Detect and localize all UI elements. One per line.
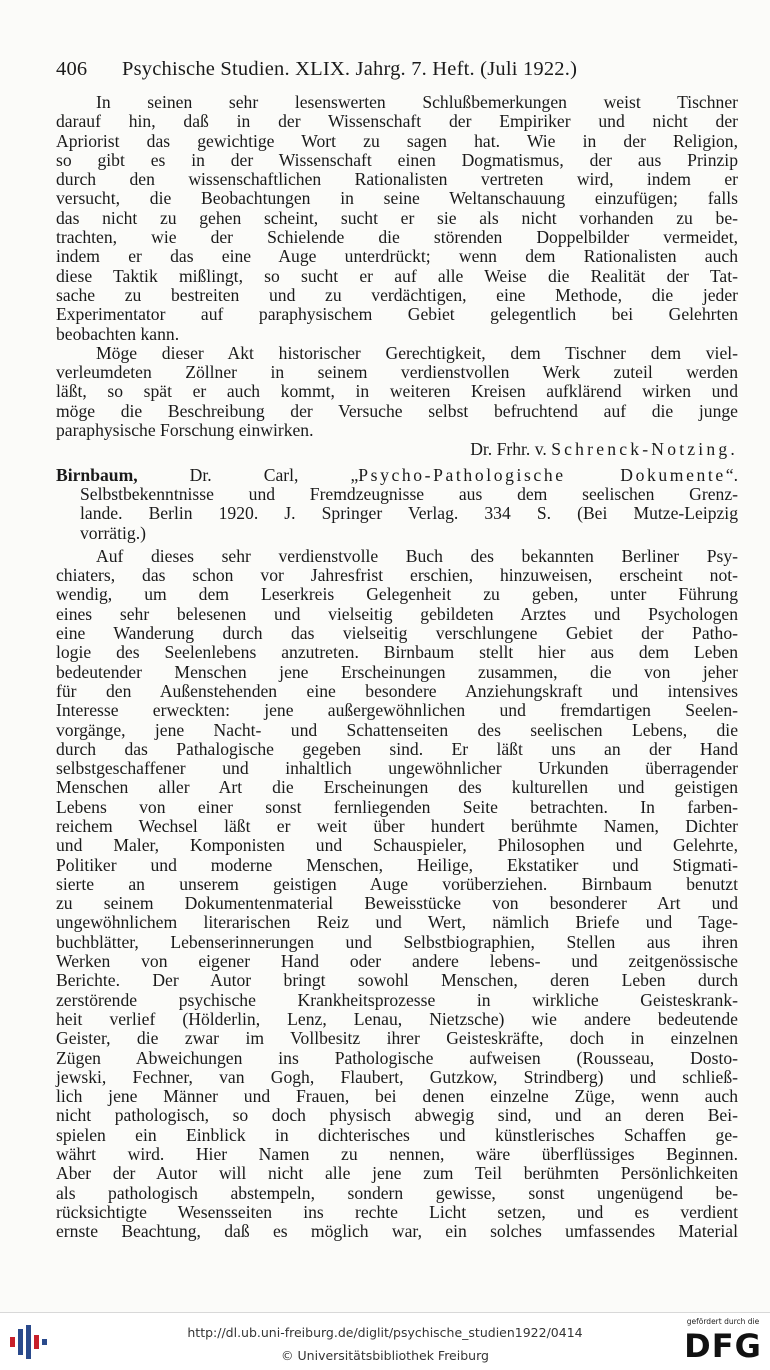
text-line: spielen ein Einblick in dichterisches und künstlerisches Schaffen ge- xyxy=(56,1124,738,1145)
text-line: Politiker und moderne Menschen, Heilige, Ekstatiker und Stigmati- xyxy=(56,854,738,875)
text-line: Möge dieser Akt historischer Gerechtigkeit, dem Tischner dem viel- xyxy=(96,342,738,363)
permalink-url[interactable]: http://dl.ub.uni-freiburg.de/diglit/psychische_studien1922/0414 xyxy=(187,1325,583,1340)
text-line: und Maler, Komponisten und Schauspieler, Philosophen und Gelehrte, xyxy=(56,835,738,856)
text-line: das nicht zu gehen scheint, sucht er sie als nicht vorhanden zu be- xyxy=(56,207,738,228)
text-line: sierte an unserem geistigen Auge vorüberziehen. Birnbaum benutzt xyxy=(56,873,738,894)
text-line: so gibt es in der Wissenschaft einen Dogmatismus, der aus Prinzip xyxy=(56,149,738,170)
text-line: chiaters, das schon vor Jahresfrist erschien, hinzuweisen, erscheint not- xyxy=(56,565,738,586)
text-line: trachten, wie der Schielende die störenden Doppelbilder vermeidet, xyxy=(56,227,738,248)
text-line: lande. Berlin 1920. J. Springer Verlag. 334 S. (Bei Mutze-Leipzig xyxy=(80,503,738,524)
text-line: paraphysische Forschung einwirken. xyxy=(56,420,314,441)
text-line: selbstgeschaffener und inhaltlich ungewöhnlicher Urkunden überragender xyxy=(56,758,738,779)
text-line: ernste Beachtung, daß es möglich war, ein solches umfassendes Material xyxy=(56,1221,738,1242)
text-line: beobachten kann. xyxy=(56,323,180,344)
text-line: für den Außenstehenden eine besondere Anziehungskraft und intensives xyxy=(56,680,738,701)
text-line: rücksichtigte Wesensseiten ins rechte Licht setzen, und es verdient xyxy=(56,1201,738,1222)
text-line: Geister, die zwar im Vollbesitz ihrer Geisteskräfte, doch in einzelnen xyxy=(56,1028,738,1049)
text-line: läßt, so spät er auch kommt, in weiteren Kreisen aufklärend wirken und xyxy=(56,381,738,402)
text-line: heit verlief (Hölderlin, Lenz, Lenau, Nietzsche) wie andere bedeutende xyxy=(56,1008,738,1029)
text-line: zerstörende psychische Krankheitsprozesse in wirkliche Geisteskrank- xyxy=(56,989,738,1010)
text-line: Berichte. Der Autor bringt sowohl Menschen, deren Leben durch xyxy=(56,970,738,991)
text-line: indem er das eine Auge unterdrückt; wenn dem Rationalisten auch xyxy=(56,246,738,267)
library-footer xyxy=(0,1312,770,1370)
text-line: versucht, die Beobachtungen in seine Weltanschauung einzufügen; falls xyxy=(56,188,738,209)
paragraph-tischner-conclusions xyxy=(56,93,738,344)
signature-name: Schrenck-Notzing. xyxy=(551,439,738,460)
review-book-title: Psycho-Pathologische Dokumente xyxy=(358,464,726,485)
text-line: reichem Wechsel läßt er weit über hundert berühmte Namen, Dichter xyxy=(56,815,738,836)
paragraph-zoellner-justice xyxy=(56,344,738,440)
running-header xyxy=(56,56,736,82)
text-line: bedeutender Menschen jene Erscheinungen zusammen, die von jeher xyxy=(56,661,738,682)
text-line: vorgänge, jene Nacht- und Schattenseiten des seelischen Lebens, die xyxy=(56,719,738,740)
review-heading-details xyxy=(56,485,738,543)
text-line: durch das Pathalogische gegeben sind. Er läßt uns an der Hand xyxy=(56,738,738,759)
text-line: logie des Seelenlebens anzutreten. Birnbaum stellt hier aus dem Leben xyxy=(56,642,738,663)
signature xyxy=(56,440,738,459)
text-line: eines sehr belesenen und vielseitig gebildeten Arztes und Psychologen xyxy=(56,603,738,624)
review-title-end: “. xyxy=(725,464,738,485)
text-line: Apriorist das gewichtige Wort zu sagen hat. Wie in der Religion, xyxy=(56,130,738,151)
text-line: Lebens von einer sonst fernliegenden Seite betrachten. In farben- xyxy=(56,796,738,817)
text-line: sache zu bestreiten und zu verdächtigen, eine Methode, die jeder xyxy=(56,284,738,305)
text-line: als pathologisch abstempeln, sondern gewisse, sonst ungenügend be- xyxy=(56,1182,738,1203)
text-line: jewski, Fechner, van Gogh, Flaubert, Gutzkow, Strindberg) und schließ- xyxy=(56,1066,738,1087)
text-line: Auf dieses sehr verdienstvolle Buch des bekannten Berliner Psy- xyxy=(96,545,738,566)
text-line: möge die Beschreibung der Versuche selbst befruchtend auf die junge xyxy=(56,400,738,421)
text-line: verleumdeten Zöllner in seinem verdienstvollen Werk zuteil werden xyxy=(56,362,738,383)
signature-prefix: Dr. Frhr. v. xyxy=(470,439,552,460)
text-line: Werken von eigener Hand oder andere lebens- und zeitgenössische xyxy=(56,951,738,972)
review-heading-first-line xyxy=(56,466,738,485)
text-line: wendig, um dem Leserkreis Gelegenheit zu geben, unter Führung xyxy=(56,584,738,605)
text-line: Zügen Abweichungen ins Pathologische aufweisen (Rousseau, Dosto- xyxy=(56,1047,738,1068)
text-line: zu seinem Dokumentenmaterial Beweisstücke von besonderer Art und xyxy=(56,893,738,914)
text-line: vorrätig.) xyxy=(80,522,146,543)
text-line: diese Taktik mißlingt, so sucht er auf alle Weise die Realität der Tat- xyxy=(56,265,738,286)
text-line: Selbstbekenntnisse und Fremdzeugnisse aus dem seelischen Grenz- xyxy=(80,483,738,504)
running-title: Psychische Studien. XLIX. Jahrg. 7. Heft. (Juli 1922.) xyxy=(122,58,578,80)
text-line: darauf hin, daß in der Wissenschaft der Empiriker und nicht der xyxy=(56,111,738,132)
text-line: währt wird. Hier Namen zu nennen, wäre überflüssiges Beginnen. xyxy=(56,1144,738,1165)
review-author-rest: Dr. Carl, „ xyxy=(137,464,359,485)
text-line: Aber der Autor will nicht alle jene zum Teil berühmten Persönlichkeiten xyxy=(56,1163,738,1184)
text-line: In seinen sehr lesenswerten Schlußbemerkungen weist Tischner xyxy=(96,92,738,112)
text-line: ungewöhnlichem literarischen Reiz und Wert, nämlich Briefe und Tage- xyxy=(56,912,738,933)
page-number: 406 xyxy=(56,58,88,80)
review-heading xyxy=(56,466,738,543)
text-line: nicht pathologisch, so doch physisch abwegig sind, und an deren Bei- xyxy=(56,1105,738,1126)
text-line: buchblätter, Lebenserinnerungen und Selbstbiographien, Stellen aus ihren xyxy=(56,931,738,952)
text-line: Menschen aller Art die Erscheinungen des kulturellen und geistigen xyxy=(56,777,738,798)
dfg-logo xyxy=(680,1317,766,1367)
page-body xyxy=(56,93,738,1242)
text-line: eine Wanderung durch das vielseitig verschlungene Gebiet der Patho- xyxy=(56,623,738,644)
paragraph-birnbaum-review xyxy=(56,547,738,1242)
text-line: durch den wissenschaftlichen Rationalisten vertreten wird, indem er xyxy=(56,169,738,190)
review-author: Birnbaum, xyxy=(56,464,138,485)
text-line: lich jene Männer und Frauen, bei denen einzelne Züge, wenn auch xyxy=(56,1086,738,1107)
text-line: Experimentator auf paraphysischem Gebiet gelegentlich bei Gelehrten xyxy=(56,304,738,325)
dfg-caption: gefördert durch die xyxy=(686,1317,760,1326)
text-line: Interesse erweckten: jene außergewöhnlichen und fremdartigen Seelen- xyxy=(56,700,738,721)
dfg-logo-text: DFG xyxy=(684,1327,762,1365)
copyright-notice: © Universitätsbibliothek Freiburg xyxy=(281,1348,489,1363)
